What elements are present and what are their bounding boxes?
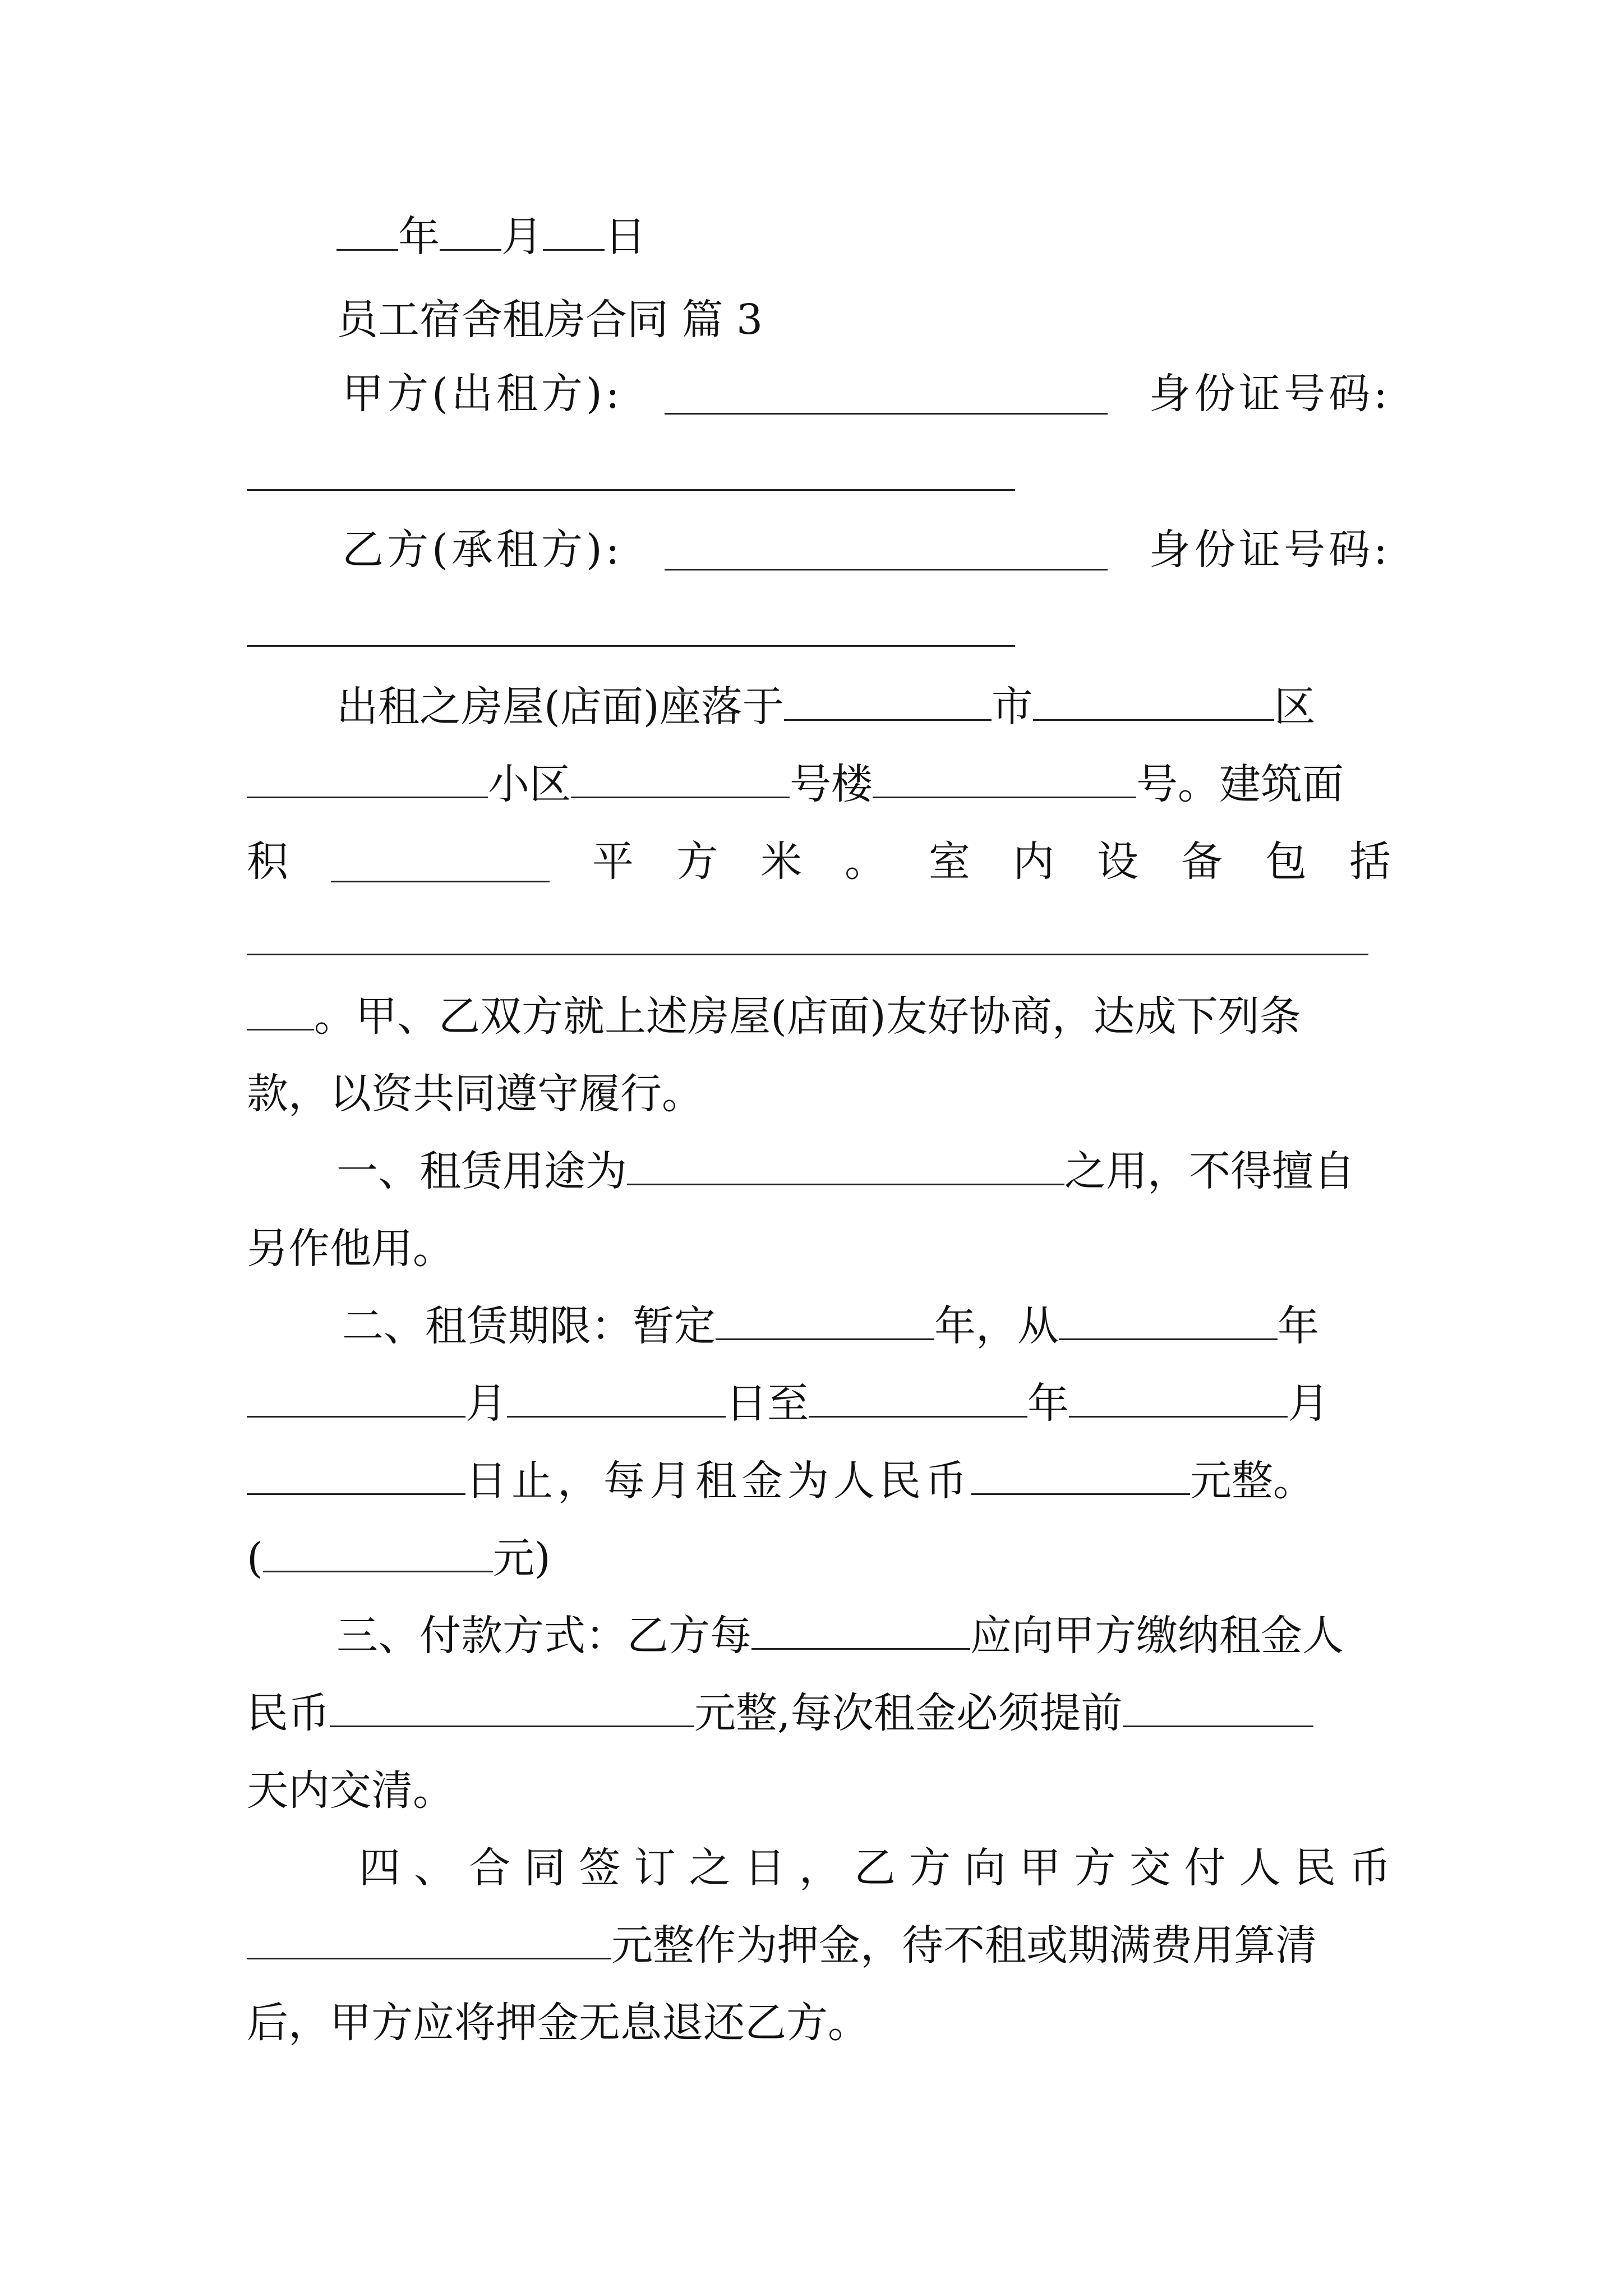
clause-2-line-3 bbox=[247, 1447, 1391, 1515]
payment-amount-blank bbox=[330, 1686, 694, 1727]
month-blank bbox=[440, 210, 501, 251]
clause-2-text: 年，从 bbox=[934, 1302, 1059, 1350]
area-char: 积 bbox=[247, 838, 288, 886]
clause-4-line-2 bbox=[247, 1912, 1391, 1979]
clause-4-char: 订 bbox=[634, 1844, 676, 1892]
clause-2-text: 元) bbox=[492, 1534, 551, 1582]
clause-2-text: 日至 bbox=[726, 1379, 809, 1428]
party-a-line bbox=[342, 360, 1391, 427]
year-blank bbox=[336, 210, 398, 251]
equipment-blank bbox=[247, 954, 1368, 955]
building-blank bbox=[571, 757, 790, 798]
building-label: 号楼 bbox=[790, 760, 873, 808]
clause-3-text: 元整,每次租金必须提前 bbox=[694, 1689, 1123, 1737]
area-char: 方 bbox=[676, 838, 718, 886]
clause-2-text: 日止，每月租金为人民币 bbox=[465, 1457, 971, 1505]
start-year-blank bbox=[1059, 1299, 1278, 1340]
clause-2-text: 年 bbox=[1027, 1379, 1069, 1428]
clause-4-char: 乙 bbox=[854, 1844, 896, 1892]
clause-3-line-1 bbox=[336, 1602, 1391, 1669]
premises-line-6: 款，以资共同遵守履行。 bbox=[247, 1070, 703, 1118]
clause-4-char: 合 bbox=[469, 1844, 511, 1892]
city-blank bbox=[784, 680, 992, 721]
month-label: 月 bbox=[501, 213, 543, 261]
equipment-end-blank bbox=[247, 990, 314, 1030]
premises-line-2 bbox=[247, 751, 1391, 818]
clause-4-char: 四 bbox=[359, 1844, 400, 1892]
purpose-blank bbox=[627, 1144, 1064, 1185]
payment-period-blank bbox=[751, 1609, 970, 1650]
clause-4-char: ， bbox=[799, 1844, 841, 1892]
clause-2-text: 二、租赁期限：暂定 bbox=[342, 1302, 716, 1350]
rent-figure-blank bbox=[263, 1531, 493, 1572]
clause-2-line-4 bbox=[247, 1525, 1391, 1592]
clause-3-line-3: 天内交清。 bbox=[247, 1766, 454, 1815]
area-char: 设 bbox=[1097, 838, 1138, 886]
deposit-blank bbox=[247, 1918, 611, 1959]
area-char: 米 bbox=[760, 838, 802, 886]
premises-text: 出租之房屋(店面)座落于 bbox=[336, 683, 784, 731]
clause-4-char: 签 bbox=[579, 1844, 621, 1892]
clause-3-text: 应向甲方缴纳租金人 bbox=[970, 1612, 1344, 1660]
clause-1-line-2: 另作他用。 bbox=[247, 1225, 454, 1273]
clause-4-char: 之 bbox=[689, 1844, 731, 1892]
clause-4-text: 元整作为押金，待不租或期满费用算清 bbox=[611, 1921, 1317, 1970]
clause-4-line-1 bbox=[359, 1834, 1391, 1902]
area-char: 平 bbox=[592, 838, 634, 886]
clause-2-line-1 bbox=[342, 1292, 1391, 1360]
clause-4-char: 方 bbox=[909, 1844, 951, 1892]
area-char: 括 bbox=[1349, 838, 1391, 886]
monthly-rent-blank bbox=[971, 1454, 1190, 1495]
clause-4-char: 人 bbox=[1239, 1844, 1281, 1892]
party-a-id-label: 身份证号码: bbox=[1149, 370, 1391, 418]
party-b-id-blank bbox=[247, 645, 1015, 647]
clause-1-line-1 bbox=[336, 1138, 1391, 1205]
party-a-id-blank bbox=[247, 489, 1015, 491]
clause-2-text: 月 bbox=[465, 1379, 507, 1428]
city-label: 市 bbox=[991, 683, 1033, 731]
area-char: 。 bbox=[845, 838, 886, 886]
start-day-blank bbox=[507, 1377, 726, 1418]
clause-2-line-2 bbox=[247, 1370, 1391, 1437]
clause-3-line-2 bbox=[247, 1680, 1391, 1747]
date-line bbox=[336, 203, 1481, 270]
start-month-blank bbox=[247, 1377, 465, 1418]
unit-label: 号。建筑面 bbox=[1136, 760, 1344, 808]
community-blank bbox=[247, 757, 488, 798]
clause-4-line-3: 后，甲方应将押金无息退还乙方。 bbox=[247, 1999, 869, 2047]
party-b-label: 乙方(承租方): bbox=[342, 526, 623, 574]
day-blank bbox=[543, 210, 605, 251]
contract-title: 员工宿舍租房合同 篇 3 bbox=[336, 296, 763, 344]
end-day-blank bbox=[247, 1454, 465, 1495]
clause-2-text: 元整。 bbox=[1190, 1457, 1315, 1505]
area-char: 备 bbox=[1181, 838, 1223, 886]
advance-days-blank bbox=[1123, 1686, 1313, 1727]
end-month-blank bbox=[1069, 1377, 1288, 1418]
clause-4-char: 方 bbox=[1074, 1844, 1116, 1892]
term-years-blank bbox=[716, 1299, 934, 1340]
area-char: 室 bbox=[929, 838, 970, 886]
district-blank bbox=[1033, 680, 1274, 721]
area-char: 包 bbox=[1265, 838, 1307, 886]
district-label: 区 bbox=[1274, 683, 1316, 731]
year-label: 年 bbox=[398, 213, 440, 261]
area-blank bbox=[331, 841, 550, 882]
party-b-id-label: 身份证号码: bbox=[1149, 526, 1391, 574]
clause-3-text: 民币 bbox=[247, 1689, 330, 1737]
community-label: 小区 bbox=[488, 760, 571, 808]
clause-3-text: 三、付款方式：乙方每 bbox=[336, 1612, 751, 1660]
clause-4-char: 日 bbox=[744, 1844, 786, 1892]
clause-1-text: 之用，不得擅自 bbox=[1064, 1147, 1355, 1195]
party-a-label: 甲方(出租方): bbox=[342, 370, 623, 418]
premises-line-3 bbox=[247, 828, 1391, 895]
party-b-line bbox=[342, 516, 1391, 583]
clause-4-char: 交 bbox=[1129, 1844, 1171, 1892]
end-year-blank bbox=[809, 1377, 1027, 1418]
clause-4-char: 币 bbox=[1349, 1844, 1391, 1892]
area-char: 内 bbox=[1013, 838, 1054, 886]
party-b-name-blank bbox=[665, 530, 1108, 570]
party-a-name-blank bbox=[665, 374, 1108, 415]
clause-4-char: 付 bbox=[1184, 1844, 1226, 1892]
unit-blank bbox=[873, 757, 1136, 798]
premises-line-1 bbox=[336, 673, 1391, 740]
clause-4-char: 民 bbox=[1294, 1844, 1336, 1892]
clause-2-text: 年 bbox=[1278, 1302, 1319, 1350]
premises-text: 。甲、乙双方就上述房屋(店面)友好协商，达成下列条 bbox=[314, 992, 1301, 1041]
clause-4-char: 甲 bbox=[1019, 1844, 1061, 1892]
clause-4-char: 、 bbox=[414, 1844, 456, 1892]
clause-1-text: 一、租赁用途为 bbox=[336, 1147, 627, 1195]
clause-2-text: 月 bbox=[1288, 1379, 1329, 1428]
clause-2-text: ( bbox=[247, 1534, 263, 1582]
day-label: 日 bbox=[605, 213, 646, 261]
premises-line-5 bbox=[247, 983, 1391, 1050]
clause-4-char: 向 bbox=[964, 1844, 1006, 1892]
clause-4-char: 同 bbox=[524, 1844, 566, 1892]
